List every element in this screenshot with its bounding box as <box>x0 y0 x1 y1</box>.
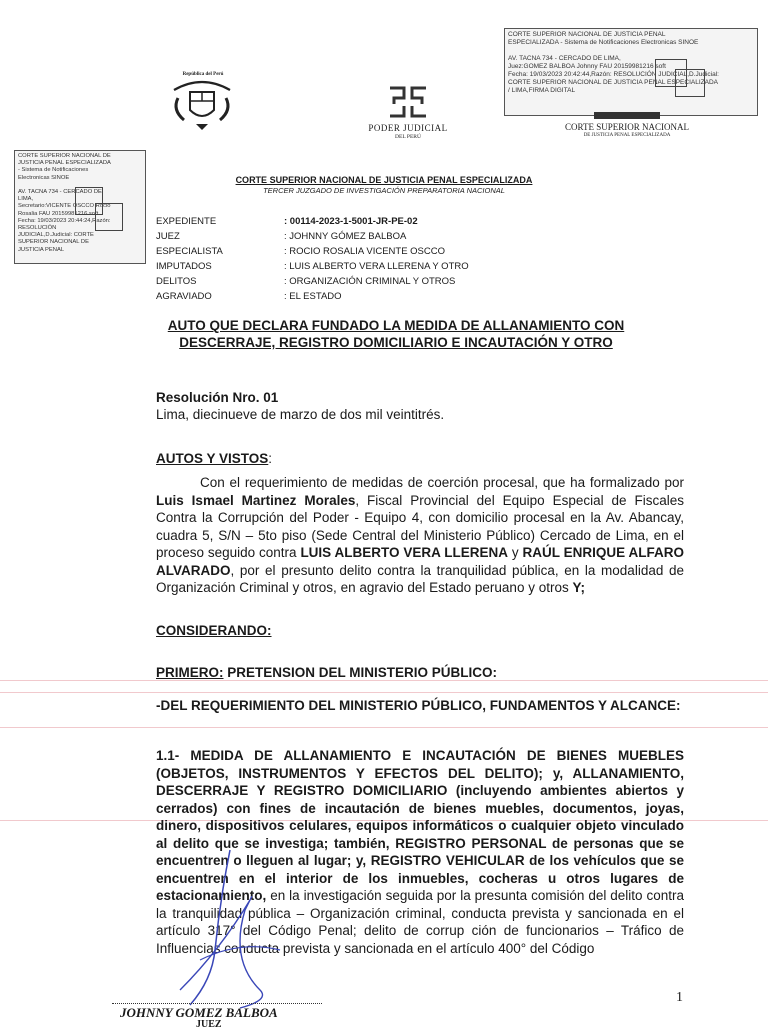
metadata-value: : LUIS ALBERTO VERA LLERENA Y OTRO <box>284 261 469 272</box>
metadata-row <box>156 246 576 260</box>
stamp-line: Electronicas SINOE <box>18 174 70 181</box>
stamp-line: Rosalia FAU 20159981216 soft <box>18 210 99 217</box>
digital-signature-stamp-judge <box>504 28 758 116</box>
court-subtitle: TERCER JUZGADO DE INVESTIGACIÓN PREPARATORIA NACIONAL <box>263 186 505 195</box>
metadata-value: : JOHNNY GÓMEZ BALBOA <box>284 231 407 242</box>
metadata-value: : ROCIO ROSALIA VICENTE OSCCO <box>284 246 446 257</box>
digital-signature-stamp-secretary <box>14 150 146 264</box>
autos-closing: Y; <box>572 580 585 595</box>
poder-judicial-label: PODER JUDICIAL <box>368 123 448 133</box>
poder-judicial-emblem-icon <box>386 84 430 120</box>
primero-label: PRIMERO: <box>156 665 224 680</box>
stamp-line: CORTE SUPERIOR NACIONAL DE <box>18 153 111 159</box>
autos-y-vistos-heading <box>156 451 272 466</box>
corte-nacional-label: CORTE SUPERIOR NACIONAL <box>565 122 689 132</box>
stamp-line: Juez:GOMEZ BALBOA Johnny FAU 20159981216 soft <box>508 63 666 70</box>
stamp-line: JUSTICIA PENAL <box>18 246 65 253</box>
fiscal-name: Luis Ismael Martinez Morales <box>156 492 356 508</box>
resolution-date: Lima, diecinueve de marzo de dos mil veintitrés. <box>156 407 445 422</box>
medida-bold-text: 1.1- MEDIDA DE ALLANAMIENTO E INCAUTACIÓN DE BIENES MUEBLES (OBJETOS, INSTRUMENTOS Y EFECTOS DEL DELITO); y, ALLANAMIENTO, DESCERRAJE Y REGISTRO DOMICILIARIO (incluyendo ambientes abiertos y cerrados) con fines de incautación de bienes muebles, documentos, joyas, dinero, dispositivos celulares, equipos informáticos o cualquier objeto vinculado al delito que se investiga; también, REGISTRO PERSONAL de personas que se encuentren o lleguen al lugar; y, REGISTRO VEHICULAR de los vehículos que se encuentren en el interior de los inmuebles, cocheras u otros lugares de estacionamiento, <box>156 748 684 903</box>
stamp-line: Fecha: 19/03/2023 20:42:44,Razón: RESOLUCIÓN JUDICIAL,D.Judicial: <box>508 71 719 78</box>
metadata-value: : ORGANIZACIÓN CRIMINAL Y OTROS <box>284 276 456 287</box>
court-name: CORTE SUPERIOR NACIONAL DE JUSTICIA PENAL ESPECIALIZADA <box>235 175 533 185</box>
signature-dotted-line <box>112 1003 322 1004</box>
scan-artifact-line <box>0 692 768 693</box>
autos-text: , Fiscal Provincial del Equipo Especial de Fiscales Contra la Corrupción del Poder - Equipo 4, con domicilio procesal en la Av. Abancay, cuadra 5, S/N – 5to piso (Sede Central del Ministerio Público) Cercado de Lima, en el proceso seguido contra <box>156 492 685 560</box>
metadata-label: JUEZ <box>156 231 180 242</box>
case-metadata <box>156 216 576 306</box>
primero-text: PRETENSION DEL MINISTERIO PÚBLICO: <box>223 665 498 680</box>
signature-role: JUEZ <box>196 1019 222 1030</box>
metadata-label: DELITOS <box>156 276 197 287</box>
republica-del-peru-logo <box>166 76 238 132</box>
metadata-row <box>156 261 576 275</box>
metadata-row <box>156 276 576 290</box>
page-number: 1 <box>676 990 683 1005</box>
metadata-row <box>156 216 576 230</box>
stamp-line: AV. TACNA 734 - CERCADO DE <box>18 189 102 196</box>
imputado-name: LUIS ALBERTO VERA LLERENA <box>300 545 509 560</box>
considerando-heading: CONSIDERANDO: <box>156 623 272 638</box>
stamp-line: CORTE SUPERIOR NACIONAL DE JUSTICIA PENAL <box>508 31 666 38</box>
autos-text: y <box>508 545 523 560</box>
stamp-line: - Sistema de Notificaciones <box>18 167 89 174</box>
stamp-line: LIMA, <box>18 196 34 203</box>
del-requerimiento-heading: -DEL REQUERIMIENTO DEL MINISTERIO PÚBLICO, FUNDAMENTOS Y ALCANCE: <box>156 698 681 713</box>
stamp-line: CORTE SUPERIOR NACIONAL DE JUSTICIA PENAL ESPECIALIZADA <box>508 79 718 86</box>
stamp-seal-box <box>675 69 705 97</box>
corte-nacional-logo-bar <box>594 112 660 119</box>
poder-judicial-sublabel: DEL PERÚ <box>395 134 421 140</box>
handwritten-signature-icon <box>160 840 310 1010</box>
stamp-line: Secretario:VICENTE OSCCO Rocio <box>18 203 111 210</box>
stamp-line: JUSTICIA PENAL ESPECIALIZADA <box>18 160 111 167</box>
metadata-value: : 00114-2023-1-5001-JR-PE-02 <box>284 216 418 227</box>
autos-paragraph <box>156 474 684 597</box>
scan-artifact-line <box>0 727 768 728</box>
coat-of-arms-icon <box>166 76 238 132</box>
stamp-line <box>508 47 754 55</box>
stamp-line: AV. TACNA 734 - CERCADO DE LIMA, <box>508 55 621 62</box>
stamp-line: ESPECIALIZADA - Sistema de Notificaciones Electronicas SINOE <box>508 39 699 46</box>
stamp-line: Fecha: 19/03/2023 20:44:24,Razón: <box>18 217 111 224</box>
medida-normal-text: en la investigación seguida por la presunta comisión del delito contra la tranquilidad pública – Organización criminal, conducta prevista y sancionada en el artículo 317° del Código Penal; delito de corrup ción de funcionarios – Tráfico de Influencias conducta prevista y sancionada en el artículo 400° del Código <box>156 888 684 956</box>
metadata-label: IMPUTADOS <box>156 261 212 272</box>
document-title: AUTO QUE DECLARA FUNDADO LA MEDIDA DE ALLANAMIENTO CON DESCERRAJE, REGISTRO DOMICILIARIO E INCAUTACIÓN Y OTRO <box>167 318 625 350</box>
metadata-row <box>156 291 576 305</box>
signature-name: JOHNNY GOMEZ BALBOA <box>120 1005 278 1020</box>
autos-text: , por el presunto delito contra la tranquilidad pública, en la modalidad de Organización Criminal y otros, en agravio del Estado peruano y otros <box>156 562 684 595</box>
stamp-text <box>508 31 754 95</box>
autos-text: Con el requerimiento de medidas de coerción procesal, que ha formalizado por <box>200 475 684 490</box>
poder-judicial-logo <box>386 84 430 120</box>
corte-nacional-sublabel: DE JUSTICIA PENAL ESPECIALIZADA <box>583 133 671 138</box>
autos-heading-text: AUTOS Y VISTOS <box>156 451 269 466</box>
metadata-label: AGRAVIADO <box>156 291 212 302</box>
stamp-line: RESOLUCIÓN <box>18 225 57 232</box>
primero-heading <box>156 665 497 680</box>
autos-heading-colon: : <box>268 451 273 466</box>
metadata-label: EXPEDIENTE <box>156 216 217 227</box>
metadata-label: ESPECIALISTA <box>156 246 223 257</box>
imputado-name: RAÚL ENRIQUE ALFARO ALVARADO <box>156 545 684 578</box>
stamp-line: JUDICIAL,D.Judicial: CORTE <box>18 232 94 239</box>
metadata-value: : EL ESTADO <box>284 291 342 302</box>
stamp-seal-box <box>95 203 123 231</box>
scan-artifact-line <box>0 680 768 681</box>
metadata-row <box>156 231 576 245</box>
republica-logo-label: República del Perú <box>182 72 224 77</box>
stamp-line: / LIMA,FIRMA DIGITAL <box>508 87 576 94</box>
stamp-line: SUPERIOR NACIONAL DE <box>18 239 89 246</box>
resolution-number: Resolución Nro. 01 <box>156 390 279 405</box>
